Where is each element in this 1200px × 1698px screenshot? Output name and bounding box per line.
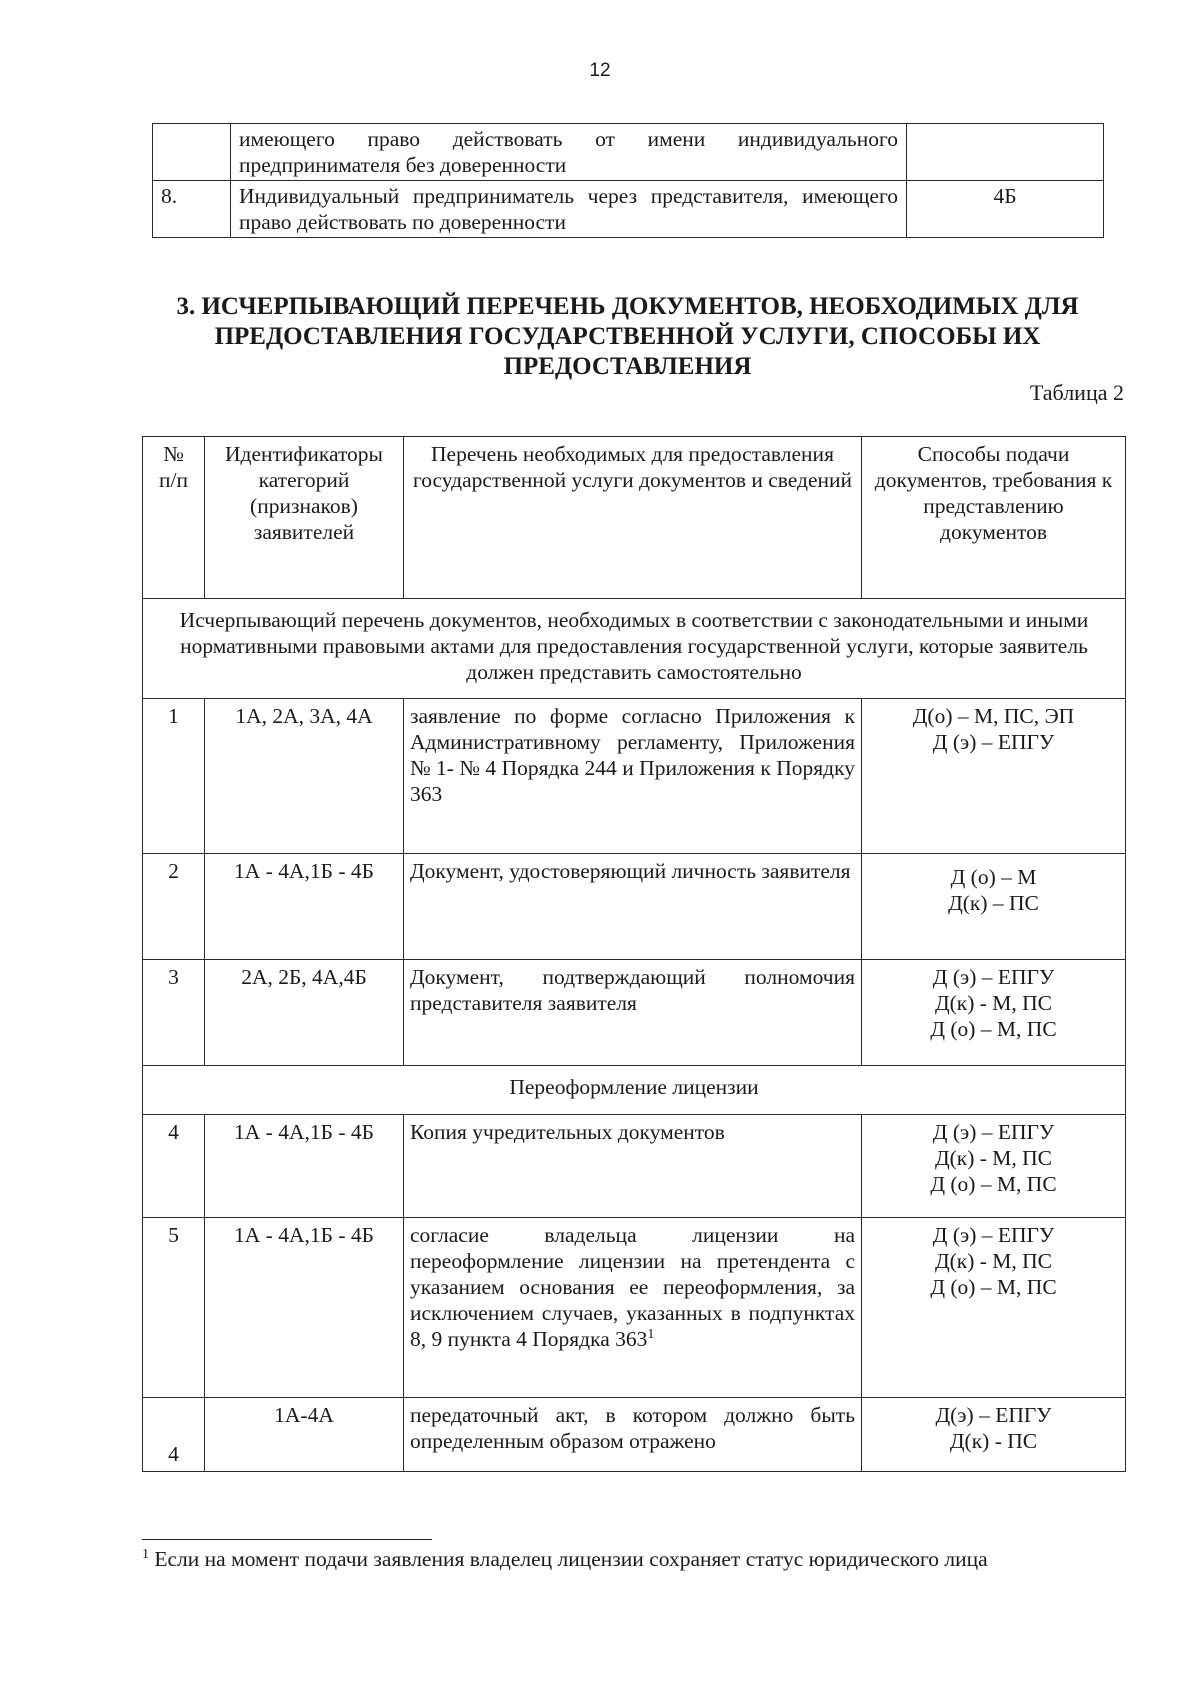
- row-identifiers: 1А - 4А,1Б - 4Б: [205, 1218, 404, 1398]
- method-line: Д(к) – ПС: [948, 891, 1039, 915]
- section-row: [143, 599, 1126, 699]
- row-methods: [862, 1398, 1126, 1472]
- footnote-separator: [142, 1539, 432, 1540]
- top-continuation-table: [152, 123, 1104, 238]
- row-number: 4: [143, 1115, 205, 1218]
- row-document: [404, 1218, 862, 1398]
- footnote: [142, 1547, 1122, 1572]
- section-row: [143, 1066, 1126, 1115]
- row-number: 4: [143, 1398, 205, 1472]
- method-line: Д(о) – М, ПС, ЭП: [912, 704, 1075, 728]
- method-line: Д (о) – М, ПС: [930, 1017, 1057, 1041]
- header-identifiers: Идентификаторы категорий (признаков) заявителей: [205, 437, 404, 599]
- row-document: Копия учредительных документов: [404, 1115, 862, 1218]
- method-line: Д (э) – ЕПГУ: [932, 730, 1055, 754]
- row-number: [153, 124, 231, 181]
- header-number-line2: п/п: [159, 468, 188, 492]
- applicant-description: Индивидуальный предприниматель через представителя, имеющего право действовать по доверенности: [231, 181, 907, 238]
- method-line: Д(к) - М, ПС: [934, 1146, 1053, 1170]
- section-title: Исчерпывающий перечень документов, необходимых в соответствии с законодательными и иными нормативными правовыми актами для предоставления государственной услуги, которые заявитель должен представить самостоятельно: [143, 599, 1126, 699]
- category-code: [907, 124, 1104, 181]
- row-methods: [862, 854, 1126, 960]
- table-row: [153, 124, 1104, 181]
- row-methods: [862, 699, 1126, 854]
- table-row: [143, 1115, 1126, 1218]
- table-row: [143, 960, 1126, 1066]
- row-identifiers: 1А, 2А, 3А, 4А: [205, 699, 404, 854]
- row-number: 5: [143, 1218, 205, 1398]
- document-text: согласие владельца лицензии на переоформление лицензии на претендента с указанием основания ее переоформления, за исключением случаев, указанных в подпунктах 8, 9 пункта 4 Порядка 363: [410, 1223, 855, 1351]
- applicant-description: имеющего право действовать от имени индивидуального предпринимателя без доверенности: [231, 124, 907, 181]
- row-methods: [862, 1218, 1126, 1398]
- method-line: Д(э) – ЕПГУ: [935, 1403, 1052, 1427]
- method-line: Д (о) – М, ПС: [930, 1275, 1057, 1299]
- method-line: Д(к) - М, ПС: [934, 1249, 1053, 1273]
- row-number: 2: [143, 854, 205, 960]
- method-line: Д(к) - ПС: [949, 1429, 1038, 1453]
- method-line: Д(к) - М, ПС: [934, 991, 1053, 1015]
- row-identifiers: 1А - 4А,1Б - 4Б: [205, 1115, 404, 1218]
- method-line: Д (э) – ЕПГУ: [932, 1120, 1055, 1144]
- row-methods: [862, 1115, 1126, 1218]
- documents-table: [142, 436, 1126, 1472]
- table-header-row: [143, 437, 1126, 599]
- table-row: [153, 181, 1104, 238]
- row-document: Документ, подтверждающий полномочия представителя заявителя: [404, 960, 862, 1066]
- header-number-line1: №: [163, 442, 184, 466]
- footnote-ref: 1: [647, 1326, 655, 1342]
- row-number: 8.: [153, 181, 231, 238]
- method-line: Д (о) – М, ПС: [930, 1172, 1057, 1196]
- row-identifiers: 1А-4А: [205, 1398, 404, 1472]
- row-document: заявление по форме согласно Приложения к Административному регламенту, Приложения № 1- № 4 Порядка 244 и Приложения к Порядку 363: [404, 699, 862, 854]
- page-number: 12: [589, 60, 611, 81]
- method-line: Д (э) – ЕПГУ: [932, 965, 1055, 989]
- table-row: [143, 854, 1126, 960]
- section-heading: 3. ИСЧЕРПЫВАЮЩИЙ ПЕРЕЧЕНЬ ДОКУМЕНТОВ, НЕОБХОДИМЫХ ДЛЯ ПРЕДОСТАВЛЕНИЯ ГОСУДАРСТВЕННОЙ УСЛУГИ, СПОСОБЫ ИХ ПРЕДОСТАВЛЕНИЯ: [176, 293, 1079, 380]
- row-identifiers: 1А - 4А,1Б - 4Б: [205, 854, 404, 960]
- table-row: [143, 699, 1126, 854]
- row-number: 3: [143, 960, 205, 1066]
- table-row: [143, 1218, 1126, 1398]
- header-documents: Перечень необходимых для предоставления государственной услуги документов и сведений: [404, 437, 862, 599]
- row-document: передаточный акт, в котором должно быть определенным образом отражено: [404, 1398, 862, 1472]
- row-number: 1: [143, 699, 205, 854]
- header-methods: Способы подачи документов, требования к представлению документов: [862, 437, 1126, 599]
- row-document: Документ, удостоверяющий личность заявителя: [404, 854, 862, 960]
- header-number: [143, 437, 205, 599]
- footnote-mark: 1: [142, 1546, 149, 1562]
- method-line: Д (э) – ЕПГУ: [932, 1223, 1055, 1247]
- table-row: [143, 1398, 1126, 1472]
- footnote-text: Если на момент подачи заявления владелец лицензии сохраняет статус юридического лица: [154, 1547, 988, 1571]
- section-title: Переоформление лицензии: [143, 1066, 1126, 1115]
- method-line: Д (о) – М: [950, 865, 1037, 889]
- category-code: 4Б: [907, 181, 1104, 238]
- row-methods: [862, 960, 1126, 1066]
- row-identifiers: 2А, 2Б, 4А,4Б: [205, 960, 404, 1066]
- table-caption: Таблица 2: [1029, 380, 1124, 405]
